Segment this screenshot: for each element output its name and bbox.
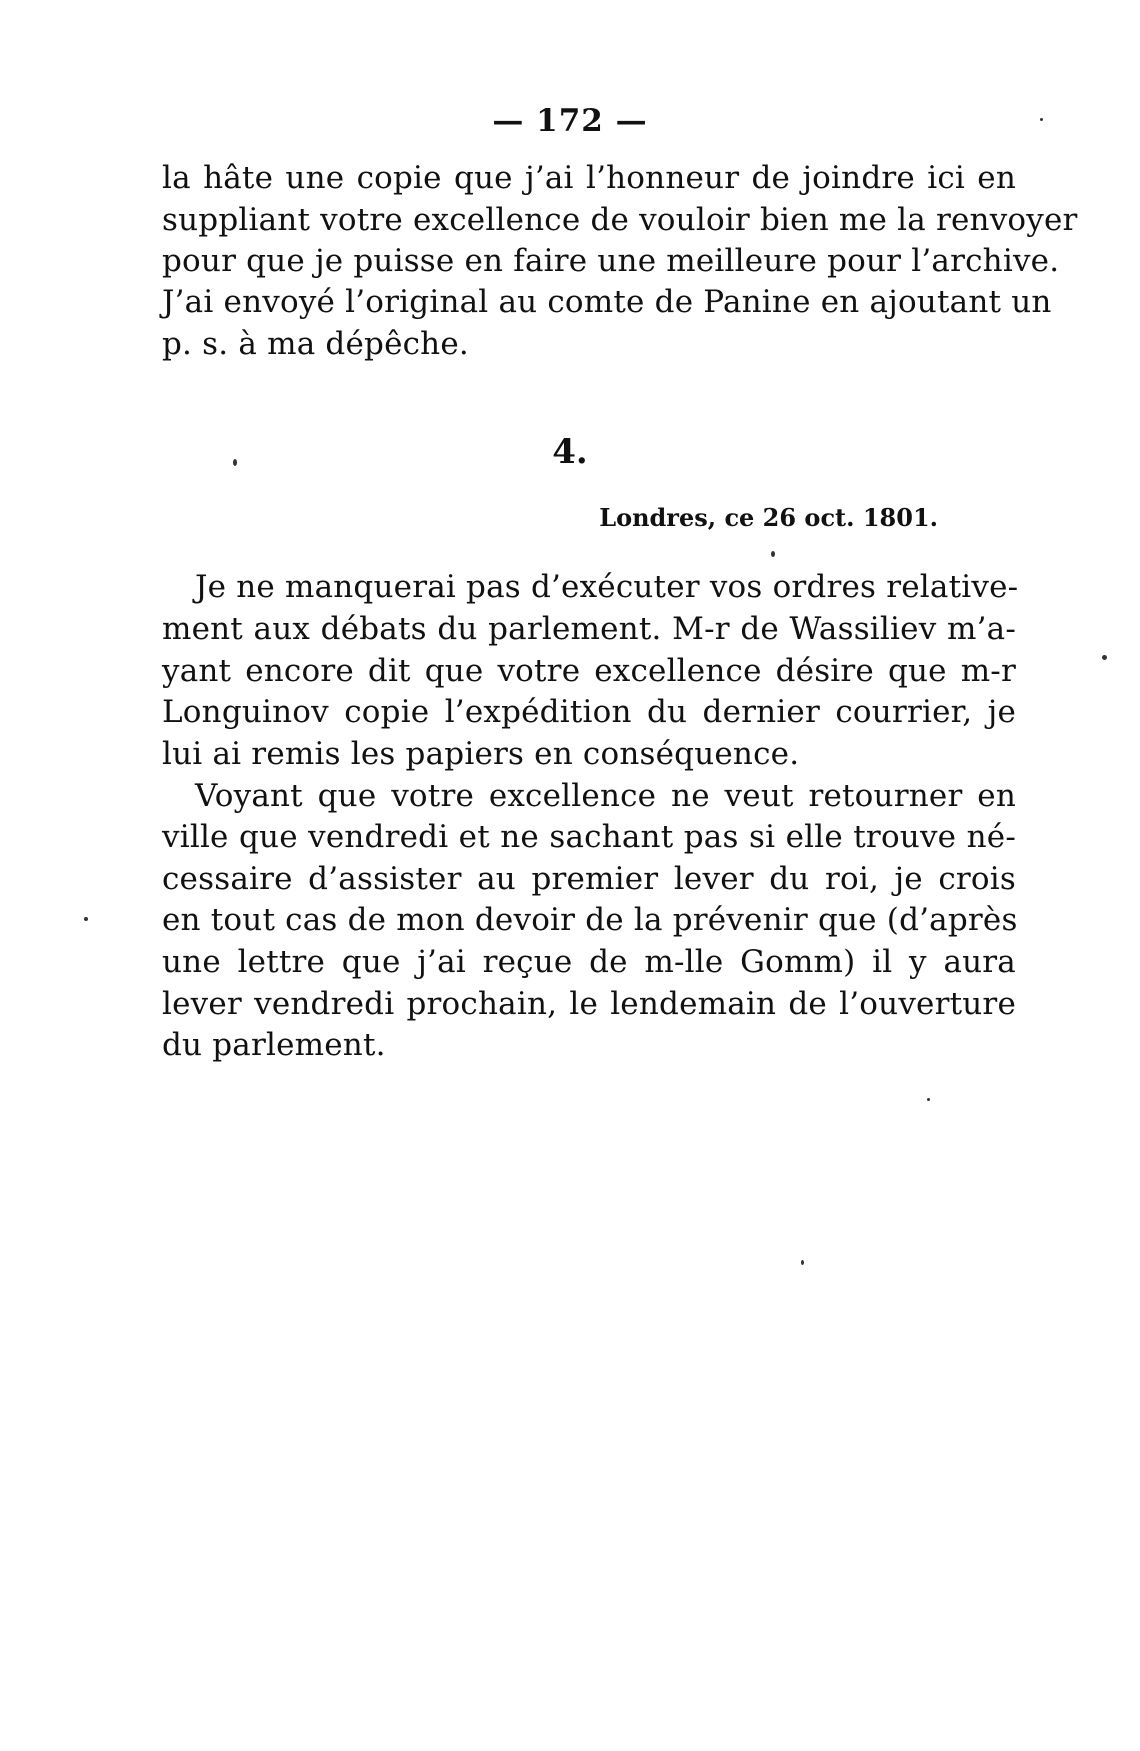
letter-dateline: Londres, ce 26 oct. 1801. bbox=[599, 503, 938, 532]
text-line: ment aux débats du parlement. M-r de Wassiliev m’a- bbox=[162, 611, 1016, 647]
scan-speck bbox=[927, 1098, 930, 1101]
text-line: lui ai remis les papiers en conséquence. bbox=[162, 736, 800, 772]
text-line: cessaire d’assister au premier lever du roi, je crois bbox=[162, 861, 1016, 897]
text-line: en tout cas de mon devoir de la prévenir que (d’après bbox=[162, 902, 1018, 938]
scan-speck bbox=[84, 917, 88, 921]
text-line: une lettre que j’ai reçue de m-lle Gomm) il y aura bbox=[162, 944, 1016, 980]
scan-speck bbox=[801, 1260, 804, 1265]
text-line: la hâte une copie que j’ai l’honneur de joindre ici en bbox=[162, 160, 1016, 196]
text-line: J’ai envoyé l’original au comte de Panine en ajoutant un bbox=[162, 284, 1052, 320]
text-line: pour que je puisse en faire une meilleure pour l’archive. bbox=[162, 243, 1060, 279]
scan-speck bbox=[233, 459, 237, 466]
scan-speck bbox=[1040, 118, 1043, 121]
scan-speck bbox=[771, 551, 775, 557]
text-line: Voyant que votre excellence ne veut retourner en bbox=[195, 778, 1016, 814]
text-line: suppliant votre excellence de vouloir bien me la renvoyer bbox=[162, 202, 1078, 238]
scan-speck bbox=[1102, 655, 1107, 660]
text-line: lever vendredi prochain, le lendemain de l’ouverture bbox=[162, 986, 1016, 1022]
text-line: ville que vendredi et ne sachant pas si elle trouve né- bbox=[162, 819, 1016, 855]
text-line: yant encore dit que votre excellence désire que m-r bbox=[162, 653, 1016, 689]
page-number: — 172 — bbox=[492, 103, 648, 139]
text-line: p. s. à ma dépêche. bbox=[162, 326, 469, 362]
text-line: Je ne manquerai pas d’exécuter vos ordres relative- bbox=[195, 569, 1019, 605]
section-number: 4. bbox=[552, 432, 588, 472]
text-line: Longuinov copie l’expédition du dernier courrier, je bbox=[162, 694, 1016, 730]
text-line: du parlement. bbox=[162, 1027, 386, 1063]
